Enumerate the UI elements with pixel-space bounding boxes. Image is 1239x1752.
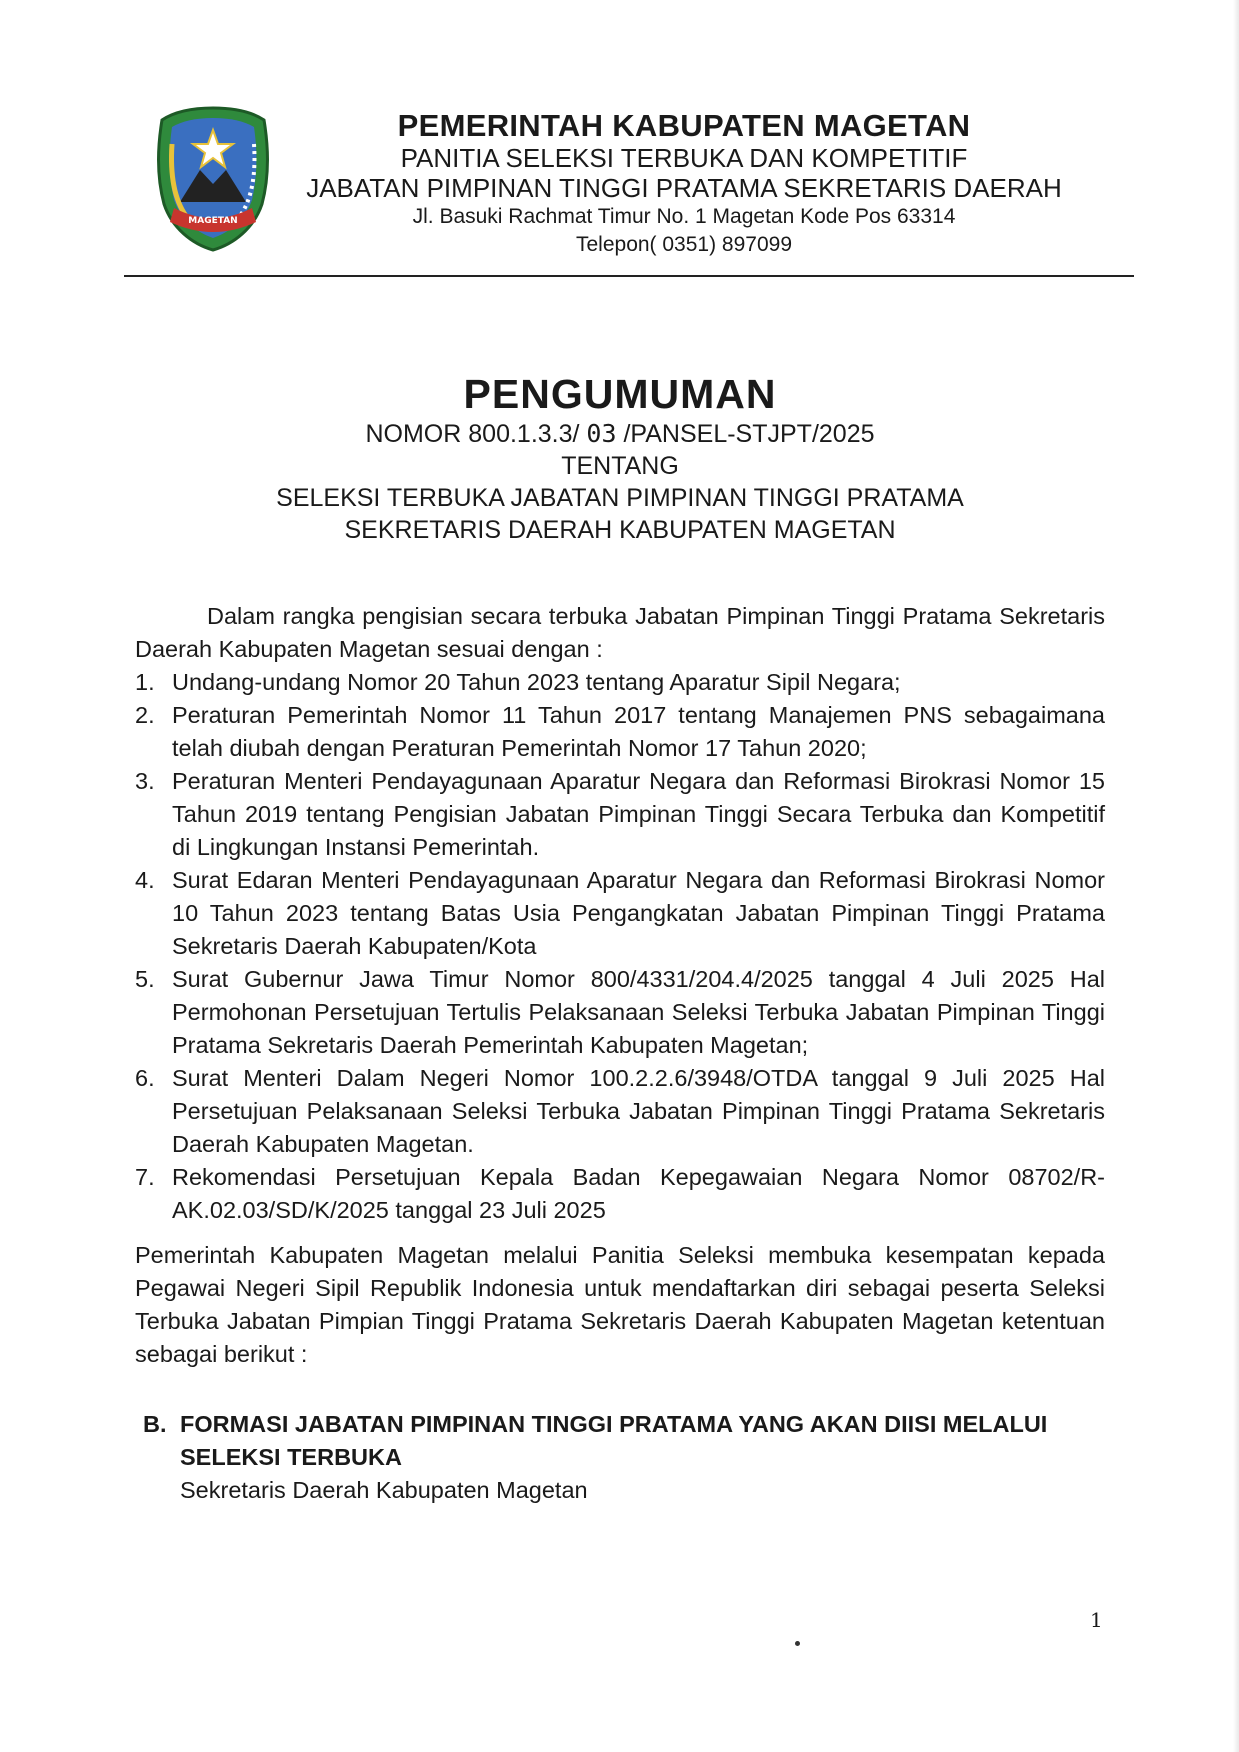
document-title: PENGUMUMAN (463, 371, 777, 417)
document-number (130, 418, 1110, 450)
opening-paragraph: Pemerintah Kabupaten Magetan melalui Panitia Seleksi membuka kesempatan kepada Pegawai Negeri Sipil Republik Indonesia untuk mendaftarkan diri sebagai peserta Seleksi Terbuka Jabatan Pimpian Tinggi Pratama Sekretaris Daerah Kabupaten Magetan ketentuan sebagai berikut : (135, 1242, 1105, 1367)
magetan-coat-of-arms-icon (152, 104, 274, 252)
list-item-number: 6. (135, 1065, 155, 1091)
tentang-label: TENTANG (561, 452, 679, 480)
section-title: FORMASI JABATAN PIMPINAN TINGGI PRATAMA YANG AKAN DIISI MELALUI SELEKSI TERBUKA (180, 1411, 1048, 1470)
letterhead-phone: Telepon( 0351) 897099 (575, 233, 792, 256)
list-item (135, 1161, 1105, 1227)
list-item-text: Surat Edaran Menteri Pendayagunaan Aparatur Negara dan Reformasi Birokrasi Nomor 10 Tahun 2023 tentang Batas Usia Pengangkatan Jabatan Pimpinan Tinggi Pratama Sekretaris Daerah Kabupaten/Kota (172, 867, 1105, 959)
list-item (135, 699, 1105, 765)
list-item-number: 7. (135, 1164, 155, 1190)
list-item-number: 1. (135, 669, 155, 695)
document-body (135, 600, 1105, 1507)
letterhead (278, 108, 1090, 259)
letterhead-title: PEMERINTAH KABUPATEN MAGETAN (397, 108, 971, 143)
list-item (135, 1062, 1105, 1161)
list-item-text: Peraturan Menteri Pendayagunaan Aparatur Negara dan Reformasi Birokrasi Nomor 15 Tahun 2019 tentang Pengisian Jabatan Pimpinan Tinggi Secara Terbuka dan Kompetitif di Lingkungan Instansi Pemerintah. (172, 768, 1105, 860)
section-b (135, 1408, 1105, 1507)
letterhead-line2: JABATAN PIMPINAN TINGGI PRATAMA SEKRETARIS DAERAH (306, 173, 1062, 203)
list-item-text: Rekomendasi Persetujuan Kepala Badan Kepegawaian Negara Nomor 08702/R-AK.02.03/SD/K/2025 tanggal 23 Juli 2025 (172, 1164, 1105, 1223)
list-item-number: 3. (135, 768, 155, 794)
list-item-number: 2. (135, 702, 155, 728)
letterhead-divider (124, 275, 1134, 277)
list-item (135, 864, 1105, 963)
list-item-text: Peraturan Pemerintah Nomor 11 Tahun 2017 tentang Manajemen PNS sebagaimana telah diubah dengan Peraturan Pemerintah Nomor 17 Tahun 2020; (172, 702, 1105, 761)
list-item (135, 963, 1105, 1062)
number-handwritten: 03 (586, 419, 617, 448)
subject-line-1: SELEKSI TERBUKA JABATAN PIMPINAN TINGGI PRATAMA (276, 484, 964, 512)
list-item-text: Undang-undang Nomor 20 Tahun 2023 tentang Aparatur Sipil Negara; (172, 669, 901, 695)
subject-line-2: SEKRETARIS DAERAH KABUPATEN MAGETAN (344, 516, 896, 544)
list-item-number: 4. (135, 867, 155, 893)
section-letter: B. (143, 1411, 167, 1437)
letterhead-address: Jl. Basuki Rachmat Timur No. 1 Magetan Kode Pos 63314 (412, 205, 956, 228)
legal-basis-list (135, 666, 1105, 1227)
intro-paragraph: Dalam rangka pengisian secara terbuka Jabatan Pimpinan Tinggi Pratama Sekretaris Daerah Kabupaten Magetan sesuai dengan : (135, 603, 1105, 662)
section-text: Sekretaris Daerah Kabupaten Magetan (180, 1477, 588, 1503)
letterhead-line1: PANITIA SELEKSI TERBUKA DAN KOMPETITIF (400, 143, 968, 173)
logo-ribbon-text: MAGETAN (188, 216, 238, 226)
page-edge-shadow (1233, 0, 1239, 1752)
announcement-heading (130, 370, 1110, 546)
list-item (135, 666, 1105, 699)
list-item-text: Surat Gubernur Jawa Timur Nomor 800/4331/204.4/2025 tanggal 4 Juli 2025 Hal Permohonan Persetujuan Tertulis Pelaksanaan Seleksi Terbuka Jabatan Pimpinan Tinggi Pratama Sekretaris Daerah Pemerintah Kabupaten Magetan; (172, 966, 1105, 1058)
number-prefix: NOMOR 800.1.3.3/ (365, 420, 580, 448)
list-item (135, 765, 1105, 864)
scan-speck (795, 1641, 800, 1646)
page-number: 1 (1090, 1608, 1103, 1632)
list-item-number: 5. (135, 966, 155, 992)
number-suffix: /PANSEL-STJPT/2025 (623, 420, 875, 448)
list-item-text: Surat Menteri Dalam Negeri Nomor 100.2.2.6/3948/OTDA tanggal 9 Juli 2025 Hal Persetujuan Pelaksanaan Seleksi Terbuka Jabatan Pimpinan Tinggi Pratama Sekretaris Daerah Kabupaten Magetan. (172, 1065, 1105, 1157)
